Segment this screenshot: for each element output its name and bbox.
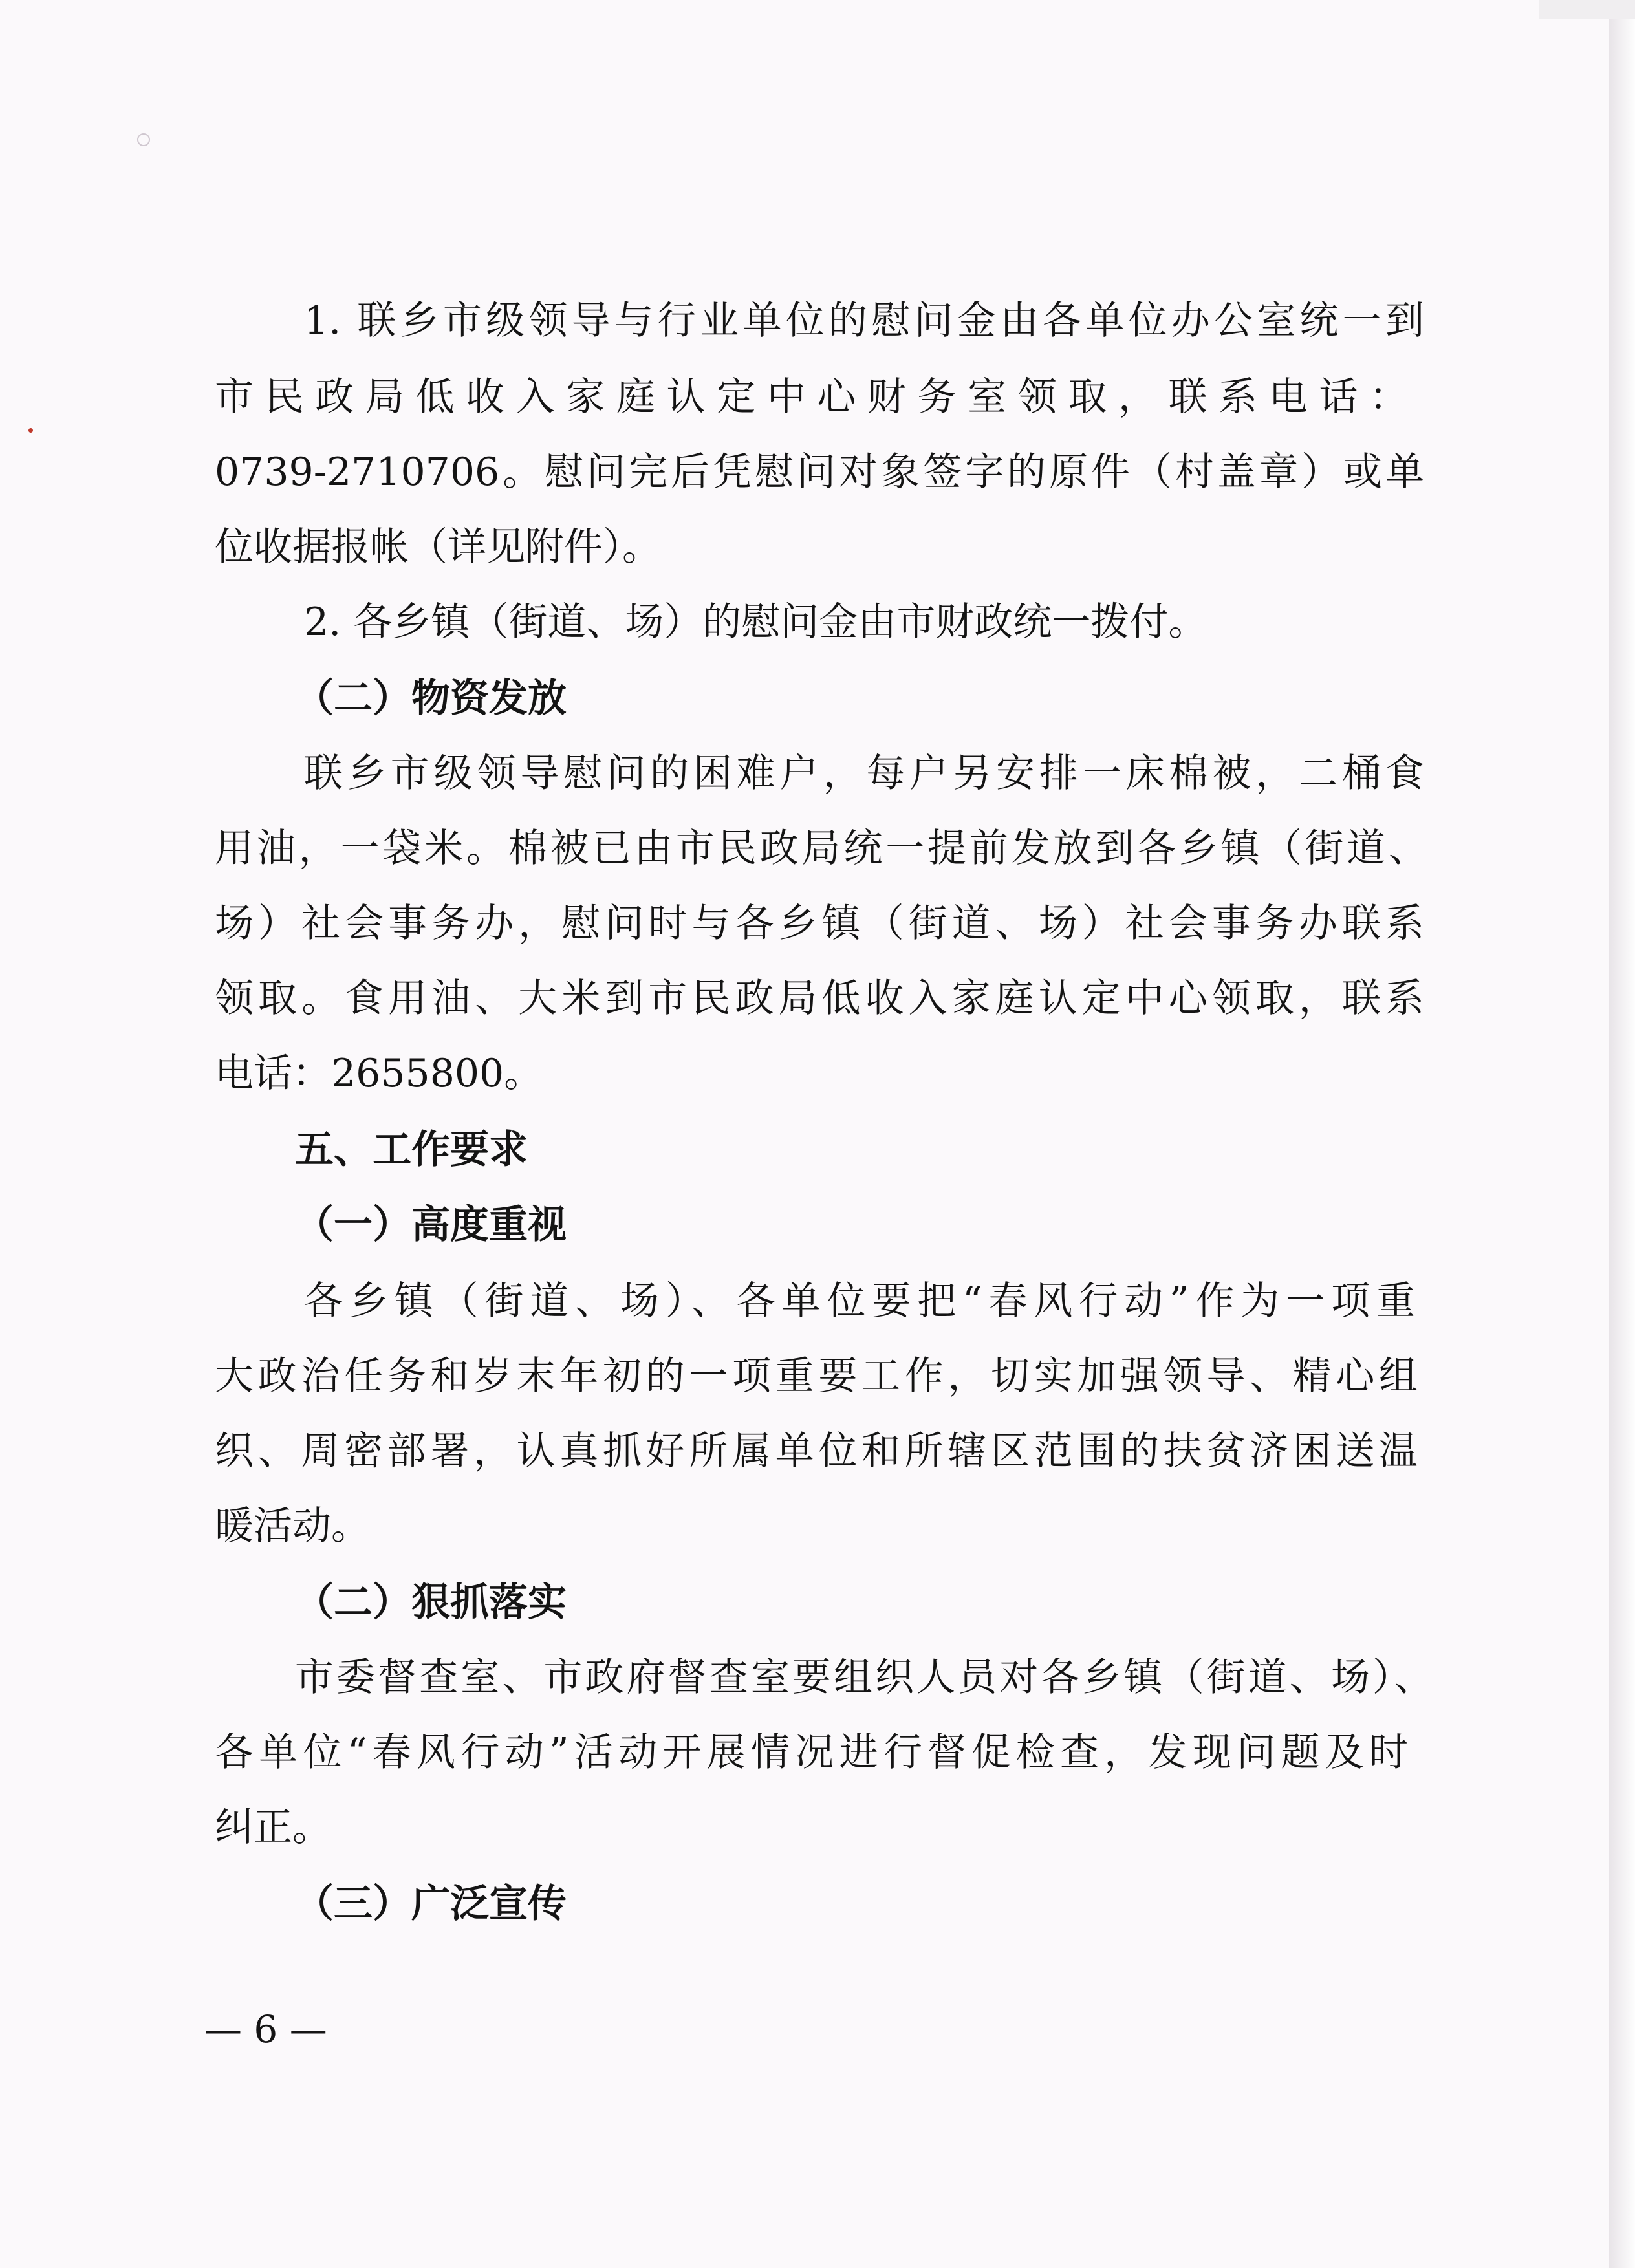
paragraph-line: 各乡镇（街道、场）、各单位要把“春风行动”作为一项重: [304, 1279, 1415, 1324]
scan-speck: [137, 133, 150, 146]
section-heading: （二）物资发放: [295, 676, 567, 721]
paragraph-line: 用油，一袋米。棉被已由市民政局统一提前发放到各乡镇（街道、: [215, 826, 1427, 871]
page-number: — 6 —: [204, 2007, 327, 2051]
paragraph-line: 电话：2655800。: [215, 1051, 543, 1096]
paragraph-line: 联乡市级领导慰问的困难户，每户另安排一床棉被，二桶食: [304, 751, 1424, 796]
paragraph-line: 各单位“春风行动”活动开展情况进行督促检查，发现问题及时: [215, 1730, 1408, 1775]
section-heading: （三）广泛宣传: [295, 1881, 567, 1927]
paragraph-line: 领取。食用油、大米到市民政局低收入家庭认定中心领取，联系: [215, 976, 1424, 1021]
paragraph-line: 织、周密部署，认真抓好所属单位和所辖区范围的扶贫济困送温: [215, 1429, 1418, 1474]
scan-speck: [28, 428, 33, 433]
paragraph-line: 纠正。: [215, 1805, 331, 1850]
section-heading: （一）高度重视: [295, 1202, 567, 1247]
paragraph-line: 0739-2710706。慰问完后凭慰问对象签字的原件（村盖章）或单: [215, 449, 1424, 495]
paragraph-line: 2. 各乡镇（街道、场）的慰问金由市财政统一拨付。: [304, 599, 1207, 645]
paragraph-line: 位收据报帐（详见附件）。: [215, 524, 661, 570]
paragraph-line: 市民政局低收入家庭认定中心财务室领取，联系电话：: [215, 374, 1408, 420]
paragraph-line: 暖活动。: [215, 1504, 370, 1549]
paragraph-line: 大政治任务和岁末年初的一项重要工作，切实加强领导、精心组: [215, 1354, 1418, 1399]
scan-corner-shade: [1539, 0, 1635, 19]
section-heading: （二）狠抓落实: [295, 1580, 567, 1625]
chapter-heading: 五、工作要求: [295, 1127, 528, 1172]
paragraph-line: 市委督查室、市政府督查室要组织人员对各乡镇（街道、场）、: [295, 1655, 1433, 1700]
paragraph-line: 场）社会事务办，慰问时与各乡镇（街道、场）社会事务办联系: [215, 901, 1424, 946]
paragraph-line: 1. 联乡市级领导与行业单位的慰问金由各单位办公室统一到: [304, 298, 1424, 343]
